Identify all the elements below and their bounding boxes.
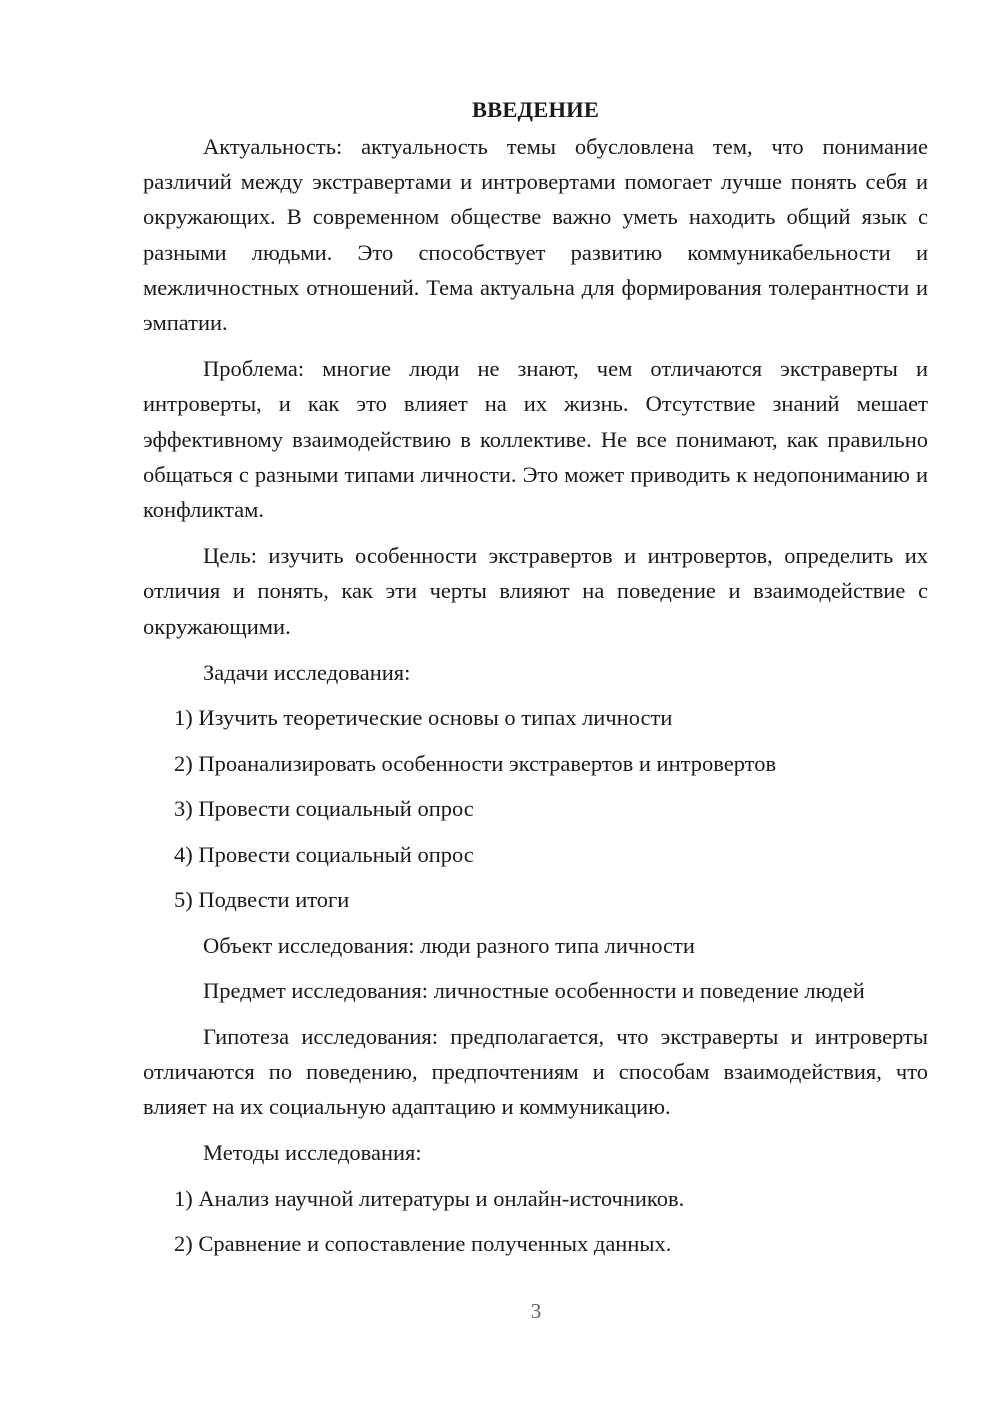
methods-list — [143, 1181, 928, 1262]
document-page — [143, 92, 928, 1272]
hypothesis-paragraph: Гипотеза исследования: предполагается, что экстраверты и интроверты отличаются по поведению, предпочтениям и способам взаимодействия, что влияет на их социальную адаптацию и коммуникацию. — [143, 1023, 928, 1120]
tasks-label: Задачи исследования: — [203, 659, 411, 685]
relevance-paragraph: Актуальность: актуальность темы обусловлена тем, что понимание различий между экстравертами и интровертами помогает лучше понять себя и окружающих. В современном обществе важно уметь находить общий язык с разными людьми. Это способствует развитию коммуникабельности и межличностных отношений. Тема актуальна для формирования толерантности и эмпатии. — [143, 134, 928, 336]
list-item: 1) Изучить теоретические основы о типах личности — [174, 705, 673, 731]
tasks-list — [143, 700, 928, 917]
goal-paragraph: Цель: изучить особенности экстравертов и интровертов, определить их отличия и понять, как эти черты влияют на поведение и взаимодействие с окружающими. — [143, 543, 928, 639]
list-item: 2) Сравнение и сопоставление полученных данных. — [174, 1231, 672, 1257]
list-item: 4) Провести социальный опрос — [174, 841, 474, 867]
page-number: 3 — [530, 1299, 542, 1323]
methods-label: Методы исследования: — [203, 1140, 422, 1166]
page-title: ВВЕДЕНИЕ — [471, 97, 600, 122]
object-line: Объект исследования: люди разного типа личности — [203, 932, 695, 958]
list-item: 2) Проанализировать особенности экстравертов и интровертов — [174, 750, 777, 776]
problem-paragraph: Проблема: многие люди не знают, чем отличаются экстраверты и интроверты, и как это влияет на их жизнь. Отсутствие знаний мешает эффективному взаимодействию в коллективе. Не все понимают, как правильно общаться с разными типами личности. Это может приводить к недопониманию и конфликтам. — [143, 356, 928, 523]
list-item: 5) Подвести итоги — [174, 887, 350, 913]
list-item: 1) Анализ научной литературы и онлайн-источников. — [174, 1185, 685, 1211]
subject-line: Предмет исследования: личностные особенности и поведение людей — [203, 978, 865, 1004]
list-item: 3) Провести социальный опрос — [174, 796, 474, 822]
